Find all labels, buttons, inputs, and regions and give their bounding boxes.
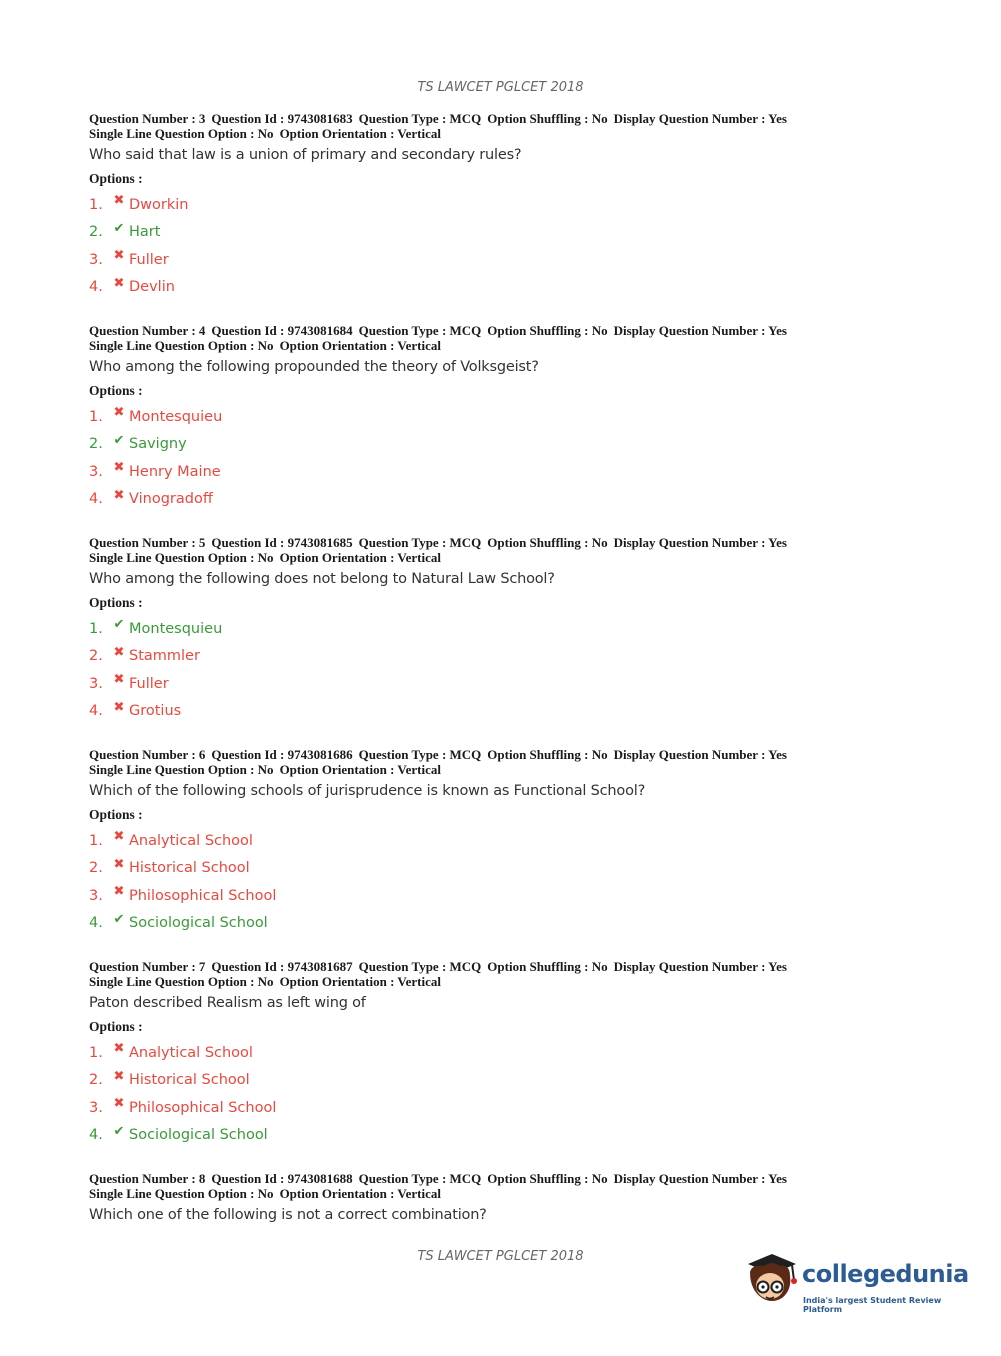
check-icon: ✔ [113, 617, 125, 633]
option-text: Historical School [129, 1072, 250, 1089]
option-item [89, 643, 909, 671]
question-meta-line1 [89, 960, 909, 975]
option-item [89, 670, 909, 698]
option-item [89, 403, 909, 431]
cross-icon: ✖ [113, 275, 125, 291]
option-text: Henry Maine [129, 463, 221, 480]
meta-field: Question Type : MCQ [358, 111, 482, 126]
meta-field: Display Question Number : Yes [613, 747, 787, 762]
meta-field: Display Question Number : Yes [613, 111, 787, 126]
question-block [89, 112, 909, 301]
cross-icon: ✖ [113, 644, 125, 660]
meta-field: Question Type : MCQ [358, 1171, 482, 1186]
option-number: 4. [89, 491, 103, 508]
option-text: Philosophical School [129, 887, 277, 904]
meta-field: Option Orientation : Vertical [279, 125, 441, 141]
meta-field: Single Line Question Option : No [89, 973, 274, 989]
option-item [89, 855, 909, 883]
option-item [89, 458, 909, 486]
check-icon: ✔ [113, 1123, 125, 1139]
question-text: Who among the following does not belong to Natural Law School? [89, 571, 555, 587]
meta-field: Display Question Number : Yes [613, 959, 787, 974]
cross-icon: ✖ [113, 1041, 125, 1057]
meta-field: Question Number : 6 [89, 747, 206, 762]
option-text: Historical School [129, 860, 250, 877]
option-item [89, 615, 909, 643]
options-label: Options : [89, 171, 143, 186]
cross-icon: ✖ [113, 248, 125, 264]
meta-field: Question Number : 3 [89, 111, 206, 126]
question-meta-line1 [89, 112, 909, 127]
meta-field: Option Shuffling : No [487, 323, 608, 338]
meta-field: Question Number : 8 [89, 1171, 206, 1186]
option-number: 4. [89, 1127, 103, 1144]
mascot-icon [742, 1250, 802, 1310]
cross-icon: ✖ [113, 487, 125, 503]
option-text: Fuller [129, 251, 169, 268]
option-text: Hart [129, 224, 161, 241]
option-number: 3. [89, 675, 103, 692]
meta-field: Single Line Question Option : No [89, 1185, 274, 1201]
option-number: 4. [89, 703, 103, 720]
meta-field: Question Id : 9743081687 [211, 959, 353, 974]
logo-wordmark: collegedunia [802, 1260, 969, 1288]
cross-icon: ✖ [113, 884, 125, 900]
option-item [89, 1039, 909, 1067]
meta-field: Option Orientation : Vertical [279, 1185, 441, 1201]
meta-field: Option Shuffling : No [487, 959, 608, 974]
meta-field: Option Shuffling : No [487, 535, 608, 550]
meta-field: Question Type : MCQ [358, 535, 482, 550]
option-text: Analytical School [129, 832, 253, 849]
options-label: Options : [89, 807, 143, 822]
collegedunia-logo[interactable] [742, 1250, 972, 1314]
meta-field: Option Orientation : Vertical [279, 549, 441, 565]
question-block [89, 960, 909, 1149]
question-meta-line1 [89, 536, 909, 551]
cross-icon: ✖ [113, 1068, 125, 1084]
options-list [89, 403, 909, 513]
meta-field: Single Line Question Option : No [89, 549, 274, 565]
question-text: Who among the following propounded the theory of Volksgeist? [89, 359, 539, 375]
question-meta-line2 [89, 975, 909, 990]
cross-icon: ✖ [113, 672, 125, 688]
meta-field: Question Type : MCQ [358, 959, 482, 974]
option-text: Analytical School [129, 1044, 253, 1061]
option-item [89, 246, 909, 274]
cross-icon: ✖ [113, 405, 125, 421]
options-label: Options : [89, 595, 143, 610]
question-meta-line1 [89, 324, 909, 339]
option-number: 2. [89, 648, 103, 665]
question-text: Which one of the following is not a correct combination? [89, 1207, 487, 1223]
option-number: 3. [89, 887, 103, 904]
option-item [89, 486, 909, 514]
question-text: Which of the following schools of jurisprudence is known as Functional School? [89, 783, 646, 799]
question-block [89, 324, 909, 513]
option-number: 1. [89, 408, 103, 425]
option-number: 3. [89, 463, 103, 480]
meta-field: Question Id : 9743081683 [211, 111, 353, 126]
option-number: 2. [89, 224, 103, 241]
check-icon: ✔ [113, 911, 125, 927]
option-number: 1. [89, 1044, 103, 1061]
option-item [89, 910, 909, 938]
option-item [89, 431, 909, 459]
meta-field: Question Number : 5 [89, 535, 206, 550]
option-number: 4. [89, 279, 103, 296]
option-text: Stammler [129, 648, 200, 665]
question-text: Paton described Realism as left wing of [89, 995, 366, 1011]
question-meta-line2 [89, 763, 909, 778]
option-number: 1. [89, 196, 103, 213]
cross-icon: ✖ [113, 856, 125, 872]
meta-field: Single Line Question Option : No [89, 337, 274, 353]
option-item [89, 1094, 909, 1122]
question-meta-line1 [89, 748, 909, 763]
option-number: 1. [89, 620, 103, 637]
check-icon: ✔ [113, 220, 125, 236]
option-text: Savigny [129, 436, 187, 453]
option-number: 2. [89, 1072, 103, 1089]
question-block [89, 536, 909, 725]
question-meta-line2 [89, 1187, 909, 1202]
option-item [89, 827, 909, 855]
question-meta-line2 [89, 551, 909, 566]
options-list [89, 1039, 909, 1149]
question-block [89, 1172, 909, 1225]
question-text: Who said that law is a union of primary and secondary rules? [89, 147, 522, 163]
option-text: Dworkin [129, 196, 189, 213]
cross-icon: ✖ [113, 699, 125, 715]
meta-field: Option Shuffling : No [487, 747, 608, 762]
meta-field: Question Id : 9743081684 [211, 323, 353, 338]
meta-field: Option Orientation : Vertical [279, 761, 441, 777]
option-item [89, 1067, 909, 1095]
meta-field: Question Type : MCQ [358, 323, 482, 338]
cross-icon: ✖ [113, 460, 125, 476]
option-item [89, 882, 909, 910]
options-label: Options : [89, 383, 143, 398]
question-meta-line2 [89, 339, 909, 354]
option-text: Montesquieu [129, 408, 223, 425]
meta-field: Option Orientation : Vertical [279, 973, 441, 989]
meta-field: Question Type : MCQ [358, 747, 482, 762]
option-number: 2. [89, 436, 103, 453]
option-text: Sociological School [129, 915, 268, 932]
logo-tagline: India's largest Student Review Platform [803, 1296, 942, 1314]
option-item [89, 219, 909, 247]
meta-field: Display Question Number : Yes [613, 535, 787, 550]
cross-icon: ✖ [113, 1096, 125, 1112]
check-icon: ✔ [113, 432, 125, 448]
option-text: Sociological School [129, 1127, 268, 1144]
meta-field: Question Id : 9743081688 [211, 1171, 353, 1186]
option-text: Grotius [129, 703, 182, 720]
meta-field: Option Shuffling : No [487, 1171, 608, 1186]
option-text: Vinogradoff [129, 491, 213, 508]
option-number: 3. [89, 1099, 103, 1116]
option-item [89, 1122, 909, 1150]
options-list [89, 827, 909, 937]
option-number: 4. [89, 915, 103, 932]
meta-field: Option Orientation : Vertical [279, 337, 441, 353]
meta-field: Question Id : 9743081685 [211, 535, 353, 550]
meta-field: Single Line Question Option : No [89, 761, 274, 777]
question-list [89, 112, 909, 1248]
cross-icon: ✖ [113, 193, 125, 209]
option-item [89, 191, 909, 219]
page-footer: TS LAWCET PGLCET 2018 [417, 1249, 584, 1264]
option-number: 3. [89, 251, 103, 268]
option-number: 2. [89, 860, 103, 877]
meta-field: Display Question Number : Yes [613, 323, 787, 338]
options-list [89, 191, 909, 301]
question-block [89, 748, 909, 937]
options-list [89, 615, 909, 725]
meta-field: Option Shuffling : No [487, 111, 608, 126]
option-text: Montesquieu [129, 620, 223, 637]
meta-field: Display Question Number : Yes [613, 1171, 787, 1186]
question-meta-line2 [89, 127, 909, 142]
page-header: TS LAWCET PGLCET 2018 [417, 80, 584, 95]
option-text: Fuller [129, 675, 169, 692]
option-text: Philosophical School [129, 1099, 277, 1116]
option-text: Devlin [129, 279, 175, 296]
meta-field: Single Line Question Option : No [89, 125, 274, 141]
options-label: Options : [89, 1019, 143, 1034]
option-number: 1. [89, 832, 103, 849]
cross-icon: ✖ [113, 829, 125, 845]
meta-field: Question Id : 9743081686 [211, 747, 353, 762]
option-item [89, 274, 909, 302]
meta-field: Question Number : 4 [89, 323, 206, 338]
meta-field: Question Number : 7 [89, 959, 206, 974]
question-meta-line1 [89, 1172, 909, 1187]
option-item [89, 698, 909, 726]
